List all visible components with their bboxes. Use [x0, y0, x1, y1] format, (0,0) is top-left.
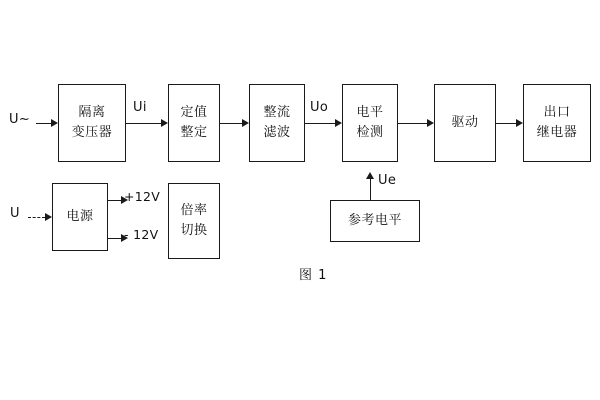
- arrow-head: [242, 119, 249, 127]
- connector-rectifier-to-detection: [305, 123, 335, 124]
- block-rectifier-filter: [249, 84, 305, 162]
- label-uo: Uo: [310, 100, 329, 115]
- connector-isolation-to-setting: [126, 123, 161, 124]
- label-input-ac: U~: [9, 112, 31, 127]
- arrow-head: [51, 119, 58, 127]
- block-line: 整定: [180, 125, 208, 140]
- block-line: 变压器: [71, 125, 113, 140]
- block-line: 电平: [356, 104, 384, 120]
- block-output-relay: [523, 84, 591, 162]
- connector-input-to-isolation: [36, 123, 51, 124]
- connector-drive-to-relay: [496, 123, 516, 124]
- block-line: 滤波: [263, 125, 291, 140]
- label-ue: Ue: [378, 173, 397, 188]
- label-ui: Ui: [133, 100, 147, 115]
- connector-detection-to-drive: [398, 123, 427, 124]
- block-line: 切换: [180, 223, 208, 238]
- arrow-head: [45, 213, 52, 221]
- label-minus-12v: - 12V: [124, 227, 159, 242]
- block-line: 电源: [66, 208, 94, 224]
- connector-power-minus12: [108, 238, 121, 239]
- connector-power-plus12: [108, 200, 121, 201]
- block-multiplier-switch: [168, 183, 220, 259]
- block-isolation-transformer: [58, 84, 126, 162]
- label-input-dc: U: [10, 206, 20, 221]
- block-line: 出口: [543, 104, 571, 120]
- label-plus-12v: +12V: [124, 189, 161, 204]
- arrow-head: [161, 119, 168, 127]
- arrow-head: [335, 119, 342, 127]
- arrow-head: [427, 119, 434, 127]
- arrow-head: [516, 119, 523, 127]
- arrow-head: [366, 172, 374, 179]
- block-level-detection: [342, 84, 398, 162]
- block-reference-level: [330, 200, 420, 242]
- block-line: 参考电平: [347, 212, 402, 228]
- block-line: 整流: [263, 104, 291, 120]
- block-line: 定值: [180, 104, 208, 120]
- connector-setting-to-rectifier: [220, 123, 242, 124]
- figure-caption: 图 1: [299, 268, 328, 283]
- connector-dc-input-to-power: [28, 217, 45, 218]
- block-fixed-value-setting: [168, 84, 220, 162]
- block-line: 倍率: [180, 202, 208, 218]
- connector-reference-to-detection: [370, 178, 371, 200]
- block-line: 检测: [356, 125, 384, 140]
- block-drive: [434, 84, 496, 162]
- block-line: 隔离: [78, 104, 106, 120]
- block-line: 驱动: [451, 114, 479, 130]
- block-line: 继电器: [536, 125, 578, 140]
- block-power-supply: [52, 183, 108, 251]
